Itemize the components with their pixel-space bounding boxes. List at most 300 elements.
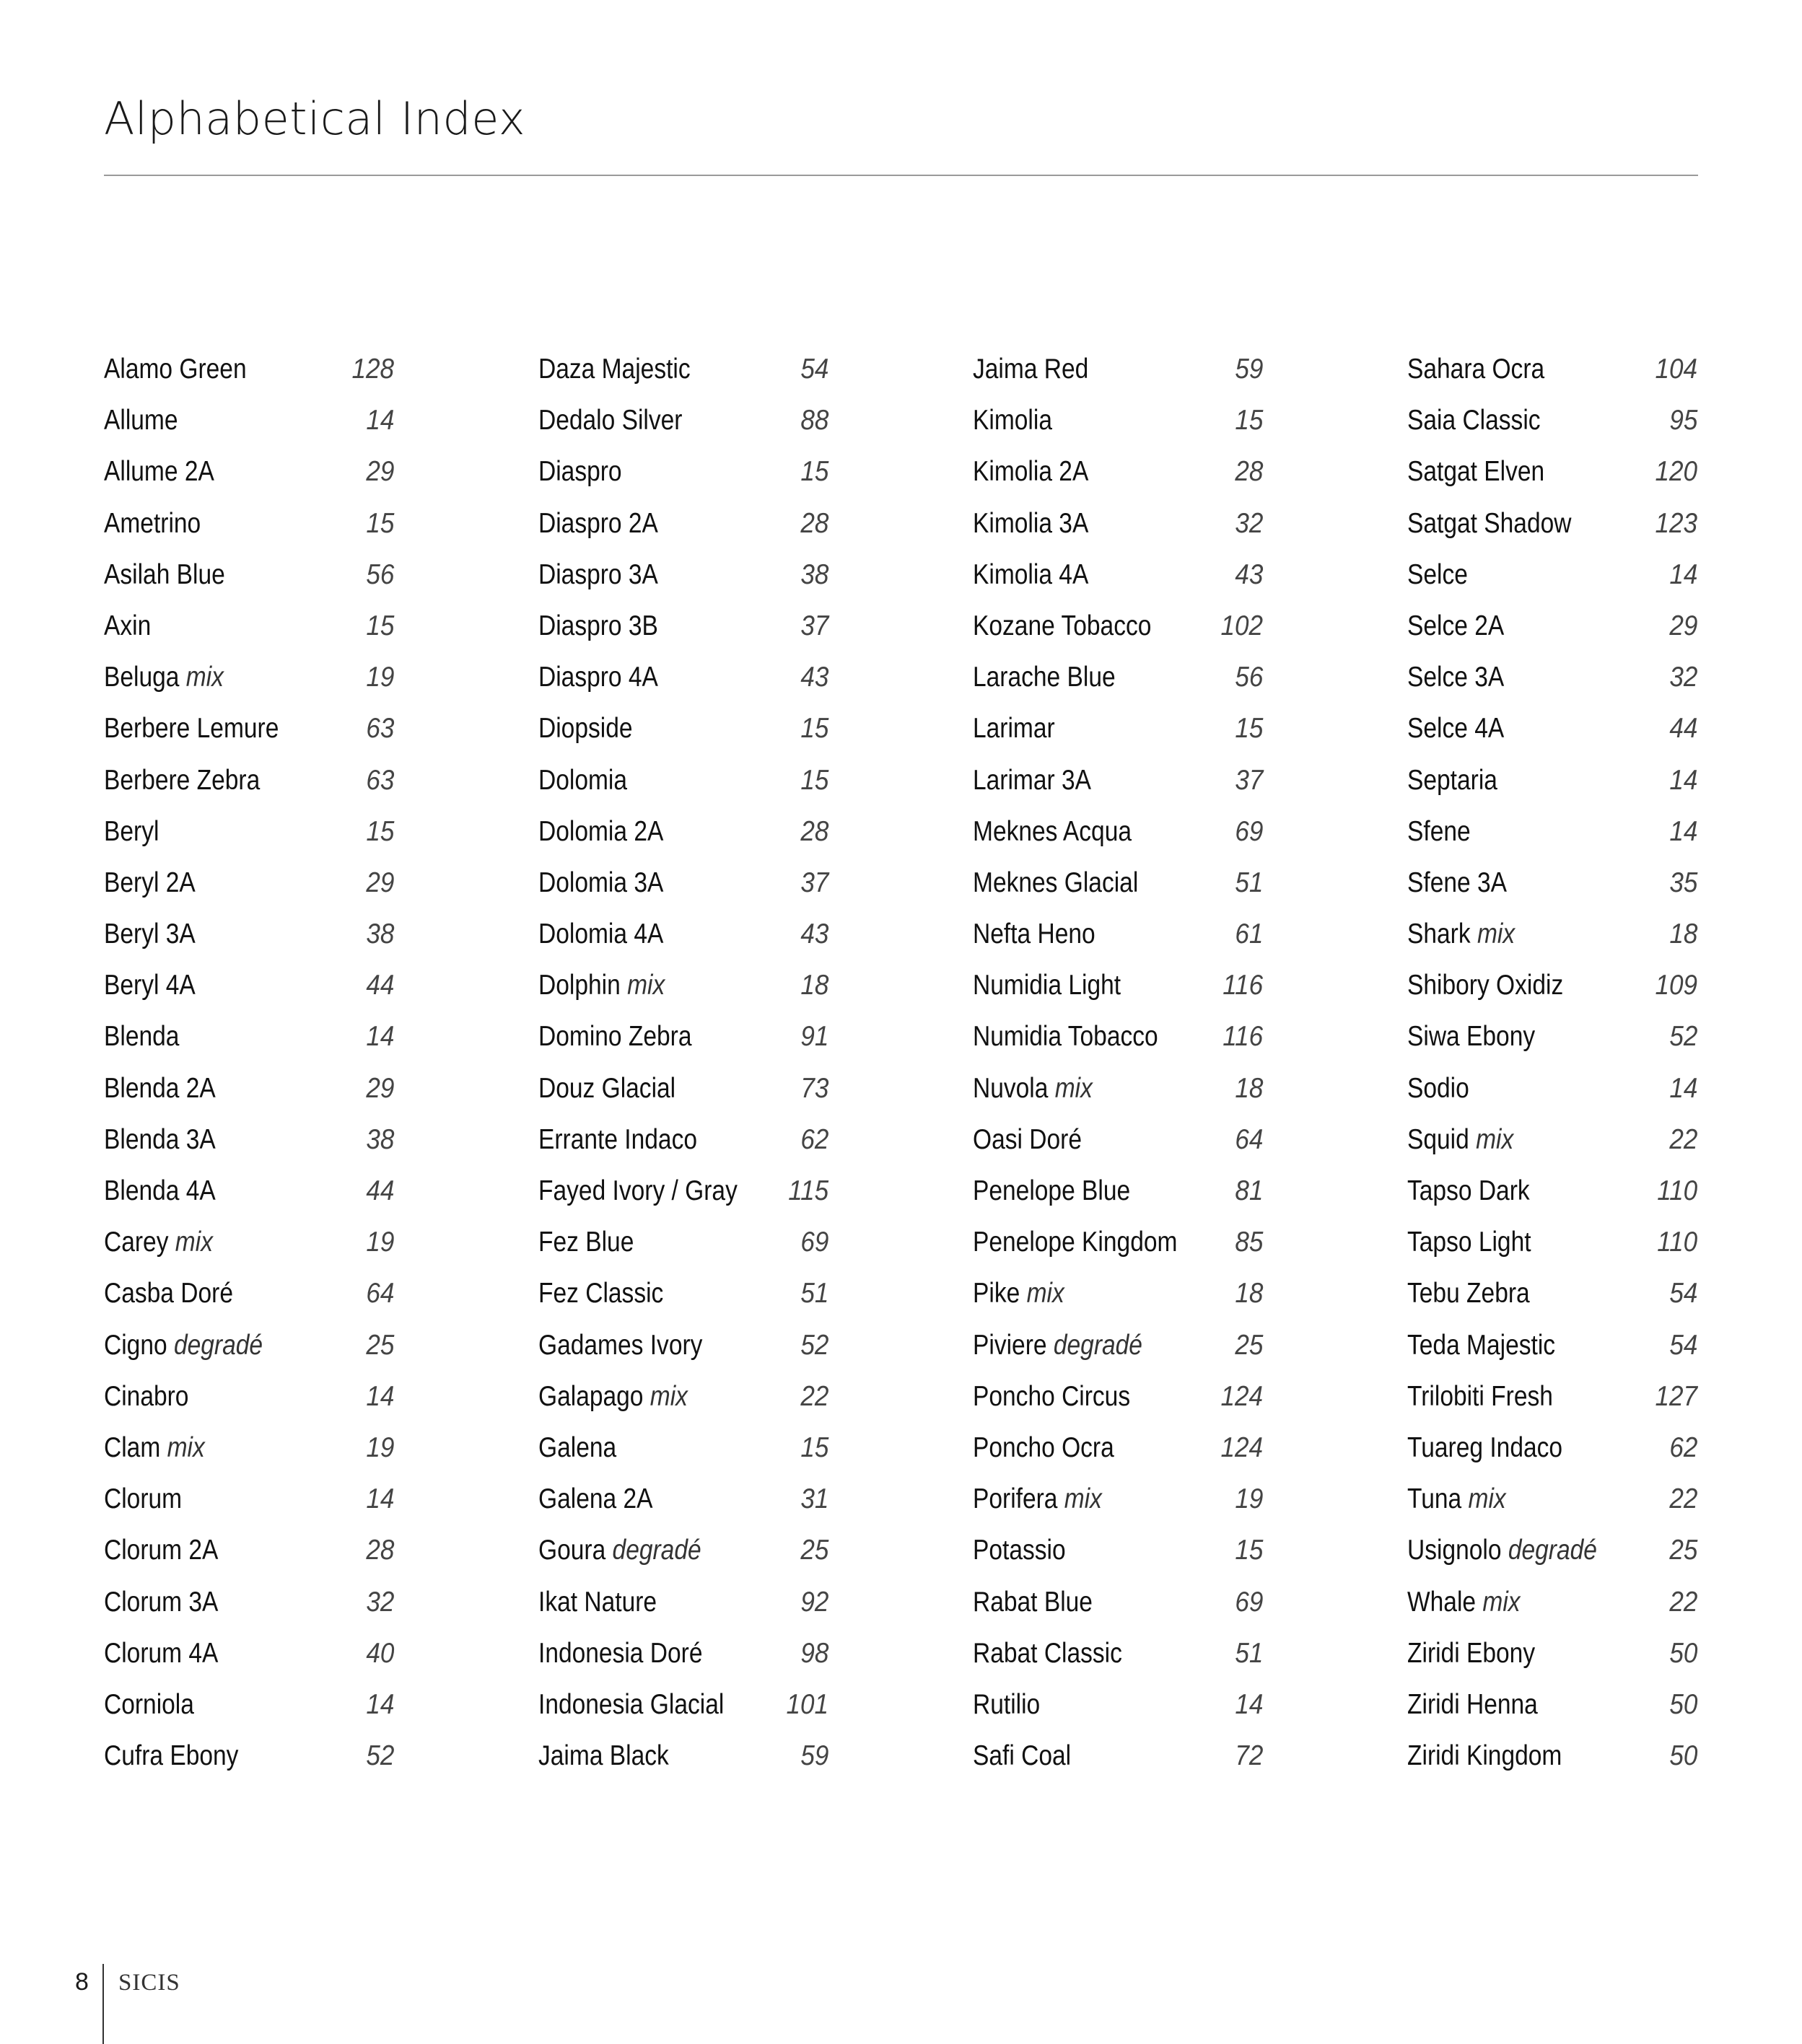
entry-name-text: Usignolo: [1407, 1535, 1502, 1566]
entry-name: [973, 1320, 1142, 1371]
entry-name-text: Rabat Classic: [973, 1637, 1122, 1669]
index-entry: [1407, 446, 1697, 497]
entry-name-text: Penelope Blue: [973, 1175, 1131, 1206]
entry-page-number: 28: [365, 1535, 394, 1566]
entry-name: [1407, 1422, 1562, 1473]
entry-name-text: Shark: [1407, 918, 1471, 950]
entry-page-number: 81: [1234, 1175, 1263, 1206]
index-entry: [973, 1628, 1263, 1679]
entry-page-number: 38: [365, 918, 394, 950]
entry-name-text: Indonesia Doré: [538, 1637, 703, 1669]
entry-name: [973, 1422, 1114, 1473]
index-entry: [973, 600, 1263, 652]
index-entry: [1407, 600, 1697, 652]
entry-name: [1407, 1268, 1530, 1319]
entry-page-number: 22: [1668, 1123, 1697, 1155]
index-column-2: [538, 343, 828, 1781]
entry-name: [1407, 1320, 1555, 1371]
entry-name: [1407, 446, 1544, 497]
entry-name: [973, 1371, 1130, 1422]
entry-name-text: Squid: [1407, 1123, 1469, 1155]
index-entry: [104, 1165, 394, 1216]
entry-page-number: 37: [800, 610, 828, 641]
entry-name-text: Dolomia 3A: [538, 867, 664, 898]
entry-name: [973, 1114, 1082, 1165]
entry-page-number: 15: [365, 507, 394, 539]
entry-name-text: Diaspro 3B: [538, 610, 658, 641]
entry-name-text: Tuna: [1407, 1483, 1462, 1515]
entry-page-number: 19: [365, 662, 394, 693]
index-entry: [538, 1011, 828, 1062]
entry-name: [973, 1576, 1093, 1628]
index-entry: [104, 1576, 394, 1628]
entry-name-text: Siwa Ebony: [1407, 1021, 1536, 1053]
entry-page-number: 123: [1655, 507, 1697, 539]
entry-page-number: 25: [1668, 1535, 1697, 1566]
entry-name: [104, 652, 224, 703]
entry-page-number: 54: [1668, 1329, 1697, 1361]
entry-name: [104, 1165, 216, 1216]
entry-name: [973, 446, 1088, 497]
entry-page-number: 15: [1234, 405, 1263, 437]
index-entry: [973, 1525, 1263, 1576]
entry-name: [973, 1011, 1158, 1062]
entry-name: [104, 1730, 238, 1781]
entry-name: [973, 908, 1095, 960]
entry-name: [1407, 755, 1497, 806]
entry-name: [538, 1371, 688, 1422]
index-entry: [104, 1320, 394, 1371]
entry-page-number: 50: [1668, 1740, 1697, 1772]
index-entry: [973, 1216, 1263, 1268]
index-entry: [973, 1063, 1263, 1114]
footer-divider: [102, 1964, 104, 2044]
index-entry: [1407, 549, 1697, 600]
entry-name-text: Porifera: [973, 1483, 1058, 1515]
entry-name: [104, 703, 279, 754]
entry-name: [973, 1473, 1102, 1525]
entry-name-text: Dedalo Silver: [538, 405, 683, 437]
entry-page-number: 124: [1220, 1380, 1263, 1412]
entry-name-text: Tebu Zebra: [1407, 1278, 1530, 1310]
entry-name: [538, 1679, 724, 1730]
entry-name: [1407, 1165, 1530, 1216]
index-entry: [104, 343, 394, 395]
entry-page-number: 56: [1234, 662, 1263, 693]
entry-page-number: 19: [365, 1227, 394, 1258]
entry-name-text: Beryl 2A: [104, 867, 196, 898]
entry-name: [104, 1268, 233, 1319]
entry-name: [1407, 1576, 1521, 1628]
entry-variant-suffix: mix: [167, 1431, 205, 1463]
entry-page-number: 63: [365, 713, 394, 745]
entry-name-text: Corniola: [104, 1688, 194, 1720]
entry-name-text: Clorum: [104, 1483, 183, 1515]
entry-name: [104, 857, 196, 908]
index-entry: [1407, 343, 1697, 395]
index-entry: [538, 1268, 828, 1319]
entry-name-text: Fez Classic: [538, 1278, 664, 1310]
index-entry: [104, 806, 394, 857]
title-divider: [104, 175, 1698, 176]
entry-name: [1407, 1114, 1513, 1165]
entry-page-number: 15: [800, 764, 828, 796]
entry-name-text: Ametrino: [104, 507, 201, 539]
index-entry: [538, 1216, 828, 1268]
entry-name-text: Jaima Red: [973, 354, 1089, 385]
entry-name-text: Rutilio: [973, 1688, 1041, 1720]
entry-page-number: 19: [365, 1431, 394, 1463]
entry-name-text: Indonesia Glacial: [538, 1688, 725, 1720]
entry-name-text: Selce 3A: [1407, 662, 1505, 693]
entry-page-number: 92: [800, 1586, 828, 1618]
entry-name: [104, 1679, 194, 1730]
entry-name-text: Kimolia 3A: [973, 507, 1089, 539]
entry-name: [538, 1525, 701, 1576]
entry-page-number: 22: [1668, 1483, 1697, 1515]
entry-page-number: 120: [1655, 456, 1697, 488]
entry-page-number: 15: [1234, 1535, 1263, 1566]
entry-page-number: 15: [1234, 713, 1263, 745]
entry-name: [104, 343, 247, 395]
entry-page-number: 109: [1655, 970, 1697, 1001]
index-entry: [1407, 1268, 1697, 1319]
index-entry: [973, 498, 1263, 549]
entry-name: [1407, 1371, 1553, 1422]
entry-page-number: 73: [800, 1072, 828, 1104]
entry-name-text: Ikat Nature: [538, 1586, 657, 1618]
entry-name-text: Allume 2A: [104, 456, 214, 488]
index-entry: [104, 498, 394, 549]
index-entry: [104, 1114, 394, 1165]
entry-page-number: 69: [1234, 815, 1263, 847]
index-entry: [1407, 1114, 1697, 1165]
entry-name: [538, 600, 658, 652]
entry-name: [104, 755, 260, 806]
entry-name-text: Ziridi Kingdom: [1407, 1740, 1562, 1772]
entry-page-number: 59: [1234, 354, 1263, 385]
entry-page-number: 14: [365, 1380, 394, 1412]
entry-name-text: Larache Blue: [973, 662, 1116, 693]
entry-name-text: Douz Glacial: [538, 1072, 676, 1104]
entry-page-number: 15: [365, 610, 394, 641]
entry-name: [1407, 1525, 1597, 1576]
entry-page-number: 110: [1657, 1175, 1697, 1206]
entry-name-text: Asilah Blue: [104, 558, 225, 590]
entry-name: [973, 395, 1052, 446]
entry-name: [104, 960, 196, 1011]
index-entry: [1407, 1422, 1697, 1473]
entry-name: [104, 498, 201, 549]
index-entry: [973, 343, 1263, 395]
entry-name: [973, 1268, 1064, 1319]
entry-name-text: Diaspro: [538, 456, 622, 488]
entry-name: [538, 1730, 669, 1781]
entry-variant-suffix: mix: [627, 970, 665, 1001]
entry-variant-suffix: mix: [1477, 918, 1515, 950]
entry-name-text: Satgat Elven: [1407, 456, 1545, 488]
entry-page-number: 32: [365, 1586, 394, 1618]
entry-page-number: 15: [365, 815, 394, 847]
entry-page-number: 44: [365, 970, 394, 1001]
entry-page-number: 28: [800, 815, 828, 847]
entry-name-text: Potassio: [973, 1535, 1066, 1566]
entry-name: [104, 600, 151, 652]
index-entry: [538, 1371, 828, 1422]
entry-name-text: Blenda 2A: [104, 1072, 216, 1104]
entry-page-number: 61: [1234, 918, 1263, 950]
index-entry: [538, 395, 828, 446]
entry-name-text: Diopside: [538, 713, 633, 745]
entry-name-text: Numidia Tobacco: [973, 1021, 1158, 1053]
entry-page-number: 15: [800, 1431, 828, 1463]
entry-page-number: 14: [1668, 764, 1697, 796]
entry-name: [1407, 498, 1571, 549]
index-entry: [1407, 1628, 1697, 1679]
entry-name-text: Saia Classic: [1407, 405, 1541, 437]
entry-variant-suffix: mix: [1482, 1586, 1521, 1618]
index-entry: [104, 857, 394, 908]
page-title: Alphabetical Index: [104, 92, 526, 145]
entry-name: [1407, 908, 1515, 960]
index-entry: [973, 1422, 1263, 1473]
entry-name: [538, 1576, 657, 1628]
entry-page-number: 37: [1234, 764, 1263, 796]
index-entry: [104, 755, 394, 806]
entry-page-number: 14: [365, 1483, 394, 1515]
index-entry: [1407, 1216, 1697, 1268]
entry-page-number: 62: [1668, 1431, 1697, 1463]
entry-name: [104, 1576, 218, 1628]
entry-name: [104, 1525, 218, 1576]
entry-page-number: 85: [1234, 1227, 1263, 1258]
index-entry: [104, 1525, 394, 1576]
entry-name-text: Tuareg Indaco: [1407, 1431, 1563, 1463]
index-entry: [1407, 1679, 1697, 1730]
entry-name: [1407, 1628, 1535, 1679]
index-entry: [104, 549, 394, 600]
entry-page-number: 63: [365, 764, 394, 796]
entry-page-number: 69: [1234, 1586, 1263, 1618]
entry-name: [1407, 395, 1541, 446]
index-entry: [538, 806, 828, 857]
entry-page-number: 64: [365, 1278, 394, 1310]
index-entry: [104, 1268, 394, 1319]
entry-page-number: 124: [1220, 1431, 1263, 1463]
entry-name-text: Larimar: [973, 713, 1055, 745]
entry-name-text: Jaima Black: [538, 1740, 669, 1772]
brand-name: SICIS: [118, 1970, 180, 1996]
index-entry: [104, 1473, 394, 1525]
entry-page-number: 29: [365, 867, 394, 898]
entry-name-text: Larimar 3A: [973, 764, 1092, 796]
entry-page-number: 43: [1234, 558, 1263, 590]
index-entry: [973, 1268, 1263, 1319]
entry-name-text: Piviere: [973, 1329, 1047, 1361]
entry-name-text: Beluga: [104, 662, 180, 693]
index-entry: [538, 1525, 828, 1576]
entry-page-number: 102: [1220, 610, 1263, 641]
index-entry: [973, 755, 1263, 806]
entry-name: [104, 446, 214, 497]
entry-page-number: 31: [800, 1483, 828, 1515]
entry-name-text: Poncho Ocra: [973, 1431, 1114, 1463]
index-entry: [104, 600, 394, 652]
entry-name: [104, 1114, 216, 1165]
index-entry: [1407, 806, 1697, 857]
entry-name-text: Diaspro 3A: [538, 558, 658, 590]
entry-variant-suffix: mix: [185, 662, 224, 693]
entry-name-text: Poncho Circus: [973, 1380, 1131, 1412]
entry-page-number: 14: [1234, 1688, 1263, 1720]
entry-name: [1407, 806, 1471, 857]
index-entry: [973, 1371, 1263, 1422]
entry-name: [973, 806, 1132, 857]
entry-name: [538, 1268, 663, 1319]
entry-page-number: 104: [1655, 354, 1697, 385]
entry-name-text: Dolomia 4A: [538, 918, 664, 950]
entry-name-text: Meknes Glacial: [973, 867, 1139, 898]
entry-name-text: Ziridi Henna: [1407, 1688, 1538, 1720]
entry-name-text: Satgat Shadow: [1407, 507, 1572, 539]
entry-page-number: 14: [1668, 1072, 1697, 1104]
entry-name-text: Allume: [104, 405, 178, 437]
index-entry: [538, 498, 828, 549]
entry-name-text: Dolphin: [538, 970, 621, 1001]
index-entry: [973, 1165, 1263, 1216]
index-column-1: [104, 343, 394, 1781]
index-entry: [973, 395, 1263, 446]
entry-name-text: Beryl 4A: [104, 970, 196, 1001]
entry-name-text: Blenda: [104, 1021, 180, 1053]
entry-name-text: Rabat Blue: [973, 1586, 1093, 1618]
index-entry: [104, 703, 394, 754]
index-entry: [538, 1114, 828, 1165]
entry-name-text: Selce 2A: [1407, 610, 1505, 641]
entry-variant-suffix: degradé: [173, 1329, 263, 1361]
entry-name-text: Alamo Green: [104, 354, 247, 385]
entry-name: [1407, 1730, 1562, 1781]
index-entry: [973, 652, 1263, 703]
entry-page-number: 14: [365, 1688, 394, 1720]
entry-name-text: Fez Blue: [538, 1227, 634, 1258]
entry-page-number: 18: [1668, 918, 1697, 950]
index-entry: [538, 600, 828, 652]
entry-name: [538, 343, 691, 395]
entry-name: [973, 703, 1055, 754]
entry-page-number: 101: [786, 1688, 828, 1720]
index-entry: [1407, 1320, 1697, 1371]
entry-page-number: 14: [1668, 815, 1697, 847]
entry-name-text: Clam: [104, 1431, 161, 1463]
entry-name: [973, 600, 1151, 652]
entry-name-text: Clorum 2A: [104, 1535, 219, 1566]
entry-name-text: Beryl 3A: [104, 918, 196, 950]
entry-page-number: 29: [365, 1072, 394, 1104]
index-entry: [104, 1063, 394, 1114]
entry-name: [538, 857, 663, 908]
entry-name: [973, 1525, 1066, 1576]
entry-name: [973, 1730, 1071, 1781]
entry-page-number: 115: [788, 1175, 828, 1206]
entry-page-number: 91: [800, 1021, 828, 1053]
entry-page-number: 43: [800, 918, 828, 950]
entry-page-number: 52: [1668, 1021, 1697, 1053]
index-entry: [973, 1114, 1263, 1165]
entry-variant-suffix: mix: [1054, 1072, 1093, 1104]
entry-page-number: 22: [1668, 1586, 1697, 1618]
index-entry: [973, 908, 1263, 960]
entry-name-text: Sfene 3A: [1407, 867, 1508, 898]
entry-variant-suffix: mix: [1026, 1278, 1064, 1310]
entry-name: [538, 652, 658, 703]
entry-page-number: 52: [800, 1329, 828, 1361]
index-entry: [104, 1422, 394, 1473]
entry-name-text: Tapso Light: [1407, 1227, 1531, 1258]
entry-name-text: Ziridi Ebony: [1407, 1637, 1536, 1669]
entry-name: [538, 1216, 634, 1268]
entry-variant-suffix: degradé: [1053, 1329, 1142, 1361]
entry-name-text: Meknes Acqua: [973, 815, 1132, 847]
entry-page-number: 25: [365, 1329, 394, 1361]
entry-name-text: Errante Indaco: [538, 1123, 698, 1155]
index-entry: [1407, 1576, 1697, 1628]
entry-name-text: Axin: [104, 610, 152, 641]
entry-name-text: Pike: [973, 1278, 1020, 1310]
entry-name: [538, 960, 665, 1011]
entry-name: [1407, 1473, 1506, 1525]
entry-page-number: 127: [1655, 1380, 1697, 1412]
index-entry: [973, 703, 1263, 754]
entry-name-text: Galena: [538, 1431, 617, 1463]
index-entry: [104, 960, 394, 1011]
entry-name-text: Kimolia 2A: [973, 456, 1089, 488]
entry-name: [973, 1216, 1177, 1268]
index-entry: [1407, 1473, 1697, 1525]
entry-name: [1407, 1063, 1469, 1114]
entry-name-text: Dolomia 2A: [538, 815, 664, 847]
entry-name: [1407, 600, 1504, 652]
entry-name-text: Daza Majestic: [538, 354, 691, 385]
index-entry: [973, 549, 1263, 600]
entry-name-text: Blenda 4A: [104, 1175, 216, 1206]
entry-page-number: 28: [800, 507, 828, 539]
entry-variant-suffix: mix: [649, 1380, 688, 1412]
entry-name-text: Clorum 3A: [104, 1586, 219, 1618]
entry-page-number: 56: [365, 558, 394, 590]
entry-name: [973, 549, 1088, 600]
entry-page-number: 28: [1234, 456, 1263, 488]
entry-page-number: 14: [365, 1021, 394, 1053]
entry-name-text: Penelope Kingdom: [973, 1227, 1178, 1258]
entry-name: [973, 498, 1088, 549]
index-entry: [973, 960, 1263, 1011]
entry-name: [104, 1216, 213, 1268]
entry-page-number: 59: [800, 1740, 828, 1772]
entry-page-number: 15: [800, 713, 828, 745]
entry-name: [973, 652, 1116, 703]
entry-name-text: Trilobiti Fresh: [1407, 1380, 1553, 1412]
index-entry: [538, 343, 828, 395]
entry-name: [973, 857, 1138, 908]
entry-name-text: Casba Doré: [104, 1278, 233, 1310]
entry-name: [104, 908, 196, 960]
index-entry: [538, 857, 828, 908]
index-entry: [1407, 1525, 1697, 1576]
entry-name-text: Tapso Dark: [1407, 1175, 1530, 1206]
index-entry: [1407, 652, 1697, 703]
index-column-4: [1407, 343, 1697, 1781]
